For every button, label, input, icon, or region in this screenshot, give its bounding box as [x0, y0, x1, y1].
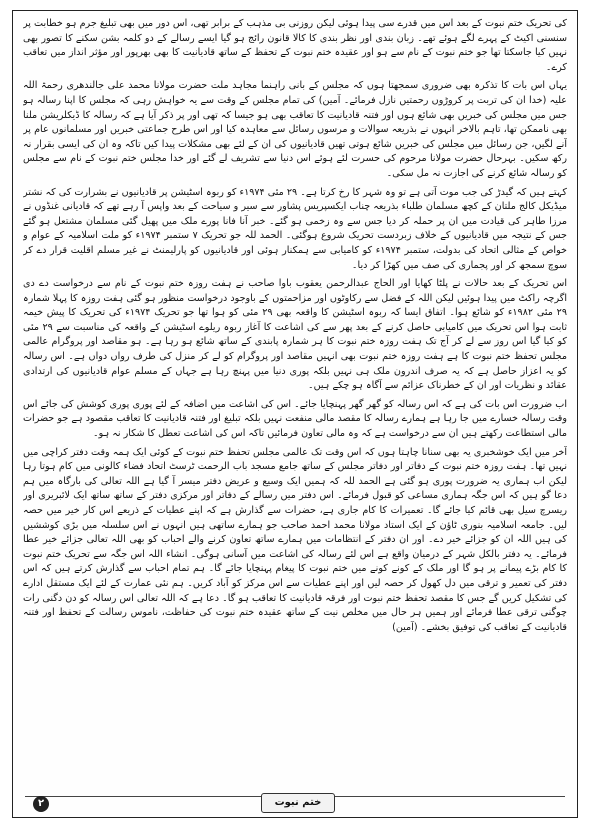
paragraph-5: اب ضرورت اس بات کی ہے کہ اس رسالہ کو گھر گھر پہنچایا جائے۔ اس کی اشاعت میں اضافہ کے لئے پوری پوری کوشش کی جائے اس وقت رسالہ خسارے میں جا رہا ہے ہمارے رسالہ کا مقصد مالی منفعت نہیں بلکہ تبلیغ اور فتنہ قادیانیت کا تعاقب مقصود ہے جو حضرات مالی استطاعت رکھتے ہیں ان سے درخواست ہے کہ وہ مالی تعاون فرمائیں تاکہ اس کی اشاعت تعطل کا شکار نہ ہو۔	[23, 398, 567, 440]
paragraph-3: کہتے ہیں کہ گیدڑ کی جب موت آتی ہے تو وہ شہر کا رخ کرتا ہے۔ ۲۹ مئی ۱۹۷۴ء کو ربوہ اسٹیشن پر قادیانیوں نے بشرارت کی کہ نشتر میڈیکل کالج ملتان کے کچھ مسلمان طلباء بذریعہ چناب ایکسپریس پشاور سے سیر و سیاحت کے بعد واپس آ رہے تھے کہ قادیانی غنڈوں نے مرزا طاہر کی قیادت میں ان پر حملہ کر دیا جس سے وہ زخمی ہو گئے۔ خبر آنا فانا پورے ملک میں پھیل گئی مسلمان مشتعل ہو گئے جس کے نتیجہ میں قادیانیوں کے خلاف زبردست تحریک شروع ہوگئی۔ الحمد للہ جو تحریک ۷ ستمبر ۱۹۷۴ء کو ملت اسلامیہ کے عوام و خواص کے مثالی اتحاد کی بدولت، ستمبر ۱۹۷۴ء کو کامیابی سے ہمکنار ہوئی اور قادیانیوں کو پارلیمنٹ نے غیر مسلم اقلیت قرار دے کر سوچ سمجھ کر اور پجماری کی صف میں کھڑا کر دیا۔	[23, 186, 567, 271]
paragraph-2: یہاں اس بات کا تذکرہ بھی ضروری سمجھتا ہوں کہ مجلس کے بانی راہنما مجاہد ملت حضرت مولانا محمد علی جالندھری رحمۃ اللہ علیہ (خدا ان کی تربت پر کروڑوں رحمتیں نازل فرمائے۔ آمین) کی تمام مجلس کے وقت سے یہ خواہش رہی کہ مجلس کا اپنا رسالہ ہو جس میں مجلس کی خبریں بھی شائع ہوں اور فتنہ قادیانیت کا تعاقب بھی ہو جیسا کہ تھی اور پر ذکر آیا ہے کہ رسالہ کا ڈیکلریشن ملنا بھی ناممکن تھا، تاہم بالاخر انہوں نے بذریعہ سوالات و مرسوں رسائل سے معاہدہ کیا اور اس طرح جماعتی خبریں اور مسلمانوں عام پر آنے لگیں، جن رسائل میں مجلس کی خبریں شائع ہوتی تھیں قادیانیوں کی ان کے لئے بھی مشکلات پیدا کیں تاکہ وہ ان کی ایسی بقرار نہ رکھ سکیں۔ بہرحال حضرت مولانا مرحوم کی حسرت لئے ہوئے اس دنیا سے تشریف لے گئے اور خدا مجلس ختم نبوت کے نام سے مجلس کو رسالہ شائع کرنے کی اجازت نہ مل سکی۔	[23, 80, 567, 179]
paragraph-6: آخر میں ایک خوشخبری یہ بھی سنانا چاہتا ہوں کہ اس وقت تک عالمی مجلس تحفظ ختم نبوت کے کوئی ایک ہمہ وقت دفتر کراچی میں نہیں تھا۔ ہفت روزہ ختم نبوت کے دفاتر اور دفاتر مجلس کے ساتھ جامع مسجد باب الرحمت ٹرسٹ اتحاد فضاء کالونی میں کام ہوتا رہا لیکن اب ہماری یہ ضرورت پوری ہو گئی ہے الحمد للہ کہ ہمیں ایک وسیع و عریض دفتر میسر آ گیا ہے اللہ تعالی کی بارگاہ میں ہم دعا گو ہیں کہ اس جگہ ہماری مساعی کو قبول فرمائے۔ اس دفتر میں رسالے کے دفاتر اور مرکزی دفتر کے ساتھ ساتھ ایک لائبریری اور ریسرچ سیل بھی قائم کیا جائے گا۔ تعمیرات کا کام جاری ہے، حضرات سے گذارش ہے کہ اپنے عطیات کے ذریعے اس کار خیر میں حصہ لیں۔ جامعہ اسلامیہ بنوری ٹاؤن کے ایک استاد مولانا محمد احمد صاحب جو ہمارے ساتھی ہیں انہوں نے اس سلسلہ میں بڑی کوششیں کی ہیں اللہ ان کو جزائے خیر دے۔ اور ان دفتر کے انتظامات میں ہمارے ساتھ تعاون کرنے والے احباب کو بھی اللہ تعالی جزائے خیر عطا فرمائے۔ یہ دفتر بالکل شہر کے درمیان واقع ہے اس لئے رسالہ کی اشاعت میں آسانی ہوگی۔ انشاء اللہ اس جگہ سے تحریک ختم نبوت کا کام بڑے پیمانے پر ہو گا اور ملک کے کونے کونے میں ختم نبوت کا پیغام پہنچایا جائے گا۔ ہم تمام احباب سے گذارش کرتے ہیں کہ اس دفتر کی تعمیر و ترقی میں دل کھول کر حصہ لیں اور اپنے عطیات سے اس مرکز کو آباد کریں۔ ہم نئی عمارت کے لئے ایک مستقل ادارے کی تشکیل کریں گے جس کا مقصد تحفظ ختم نبوت اور فرقہ قادیانیت کا تعاقب ہو گا۔ دعا ہے کہ اللہ تعالی اس رسالہ کو دن دگنی رات چوگنی ترقی عطا فرمائے اور ہمیں ہر حال میں مخلص نیت کے ساتھ عقیدہ ختم نبوت کی حفاظت، ناموس رسالت کے تحفظ اور فتنہ قادیانیت کے تعاقب کی توفیق بخشے۔ (آمین)	[23, 446, 567, 633]
document-page	[12, 10, 578, 818]
magazine-logo: ختم نبوت	[261, 793, 335, 813]
article-body	[23, 17, 567, 787]
paragraph-4: اس تحریک کے بعد حالات نے پلٹا کھایا اور الحاج عبدالرحمن یعقوب باوا صاحب نے ہفت روزہ ختم نبوت کے نام سے درخواست دے دی اگرچہ راکٹ میں پیدا ہوئیں لیکن اللہ کے فضل سے رکاوٹوں اور مزاحمتوں کے باوجود درخواست منظور ہو گئی ہفت روزہ کا پہلا شمارہ ۲۹ مئی ۱۹۸۲ء کو شائع ہوا۔ اتفاق ایسا کہ ربوہ اسٹیشن کا واقعہ بھی ۲۹ مئی کو ہوا تھا جو تحریک ۱۹۷۴ء کی تحریک کا پیش خیمہ ثابت ہوا اس تحریک میں کامیابی حاصل کرنے کے بعد پھر سے کی اشاعت کا آغاز ربوہ ریلوے اسٹیشن کے واقعہ کی مناسبت سے ۲۹ مئی کو کیا گیا اس روز سے لے کر آج تک ہفت روزہ ختم نبوت کا ہر شمارہ پابندی کے ساتھ شائع ہو رہا ہے۔ ہو مقاصد اور پروگرام عالمی مجلس تحفظ ختم نبوت کا ہے ہفت روزہ ختم نبوت بھی انہیں مقاصد اور پروگرام کو لے کر منزل کی طرف رواں دواں ہے۔ اس رسالہ کو یہ اعزاز حاصل ہے کہ یہ صرف اندرون ملک ہی نہیں بلکہ پوری دنیا میں پہنچ رہا ہے جہاں کے مسلم عوام قادیانیوں کی ارتدادی عقائد و نظریات اور ان کے خطرناک عزائم سے آگاہ ہو چکے ہیں۔	[23, 278, 567, 392]
page-number: ۲	[33, 796, 49, 812]
paragraph-1: کی تحریک ختم نبوت کے بعد اس میں قدرے سی پیدا ہوئی لیکن روزنی بی مذہب کے برابر تھی، اس دور میں بھی تبلیغ جرم ہو خطابت پر سنسنی اکیٹ کے پہرے لگے ہوئے تھے۔ زبان بندی اور نظر بندی کا کالا قانون رائج ہو گیا ایسے رسالے کے دو کلمہ بشن سکنے کا تصور بھی نہیں کیا جاسکتا تھا جو ختم نبوت کے نام سے ہو اور عقیدہ ختم نبوت کے تحفظ کے ساتھ قادیانیت کا بھی بھرپور اور مؤثر انداز میں تعاقب کرے۔	[23, 18, 567, 73]
